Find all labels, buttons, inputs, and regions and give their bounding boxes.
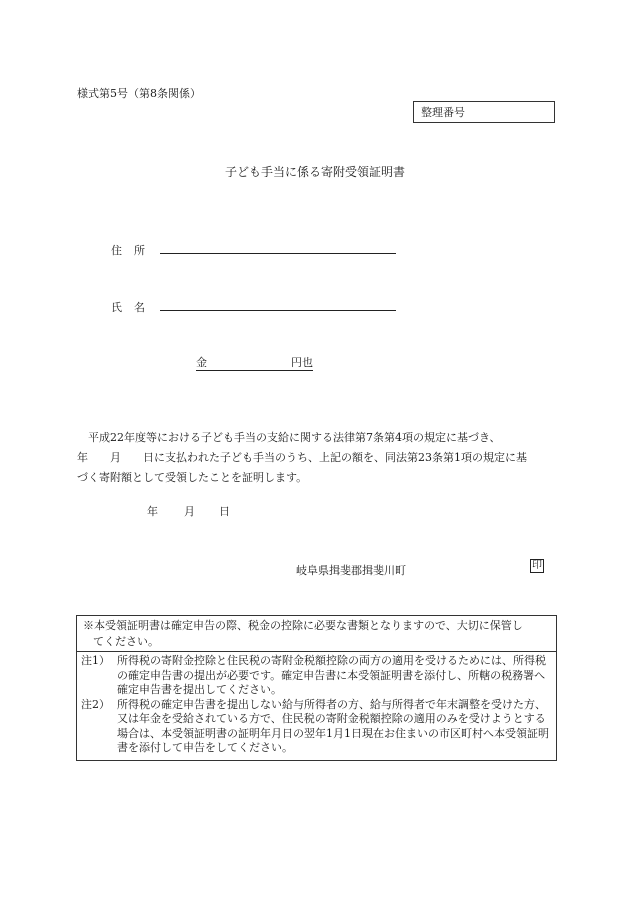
date-month: 月 <box>184 505 195 518</box>
note-tag: 注1） <box>81 654 110 667</box>
note-tag: 注2） <box>81 697 110 711</box>
form-number: 様式第5号（第8条関係） <box>77 87 201 100</box>
note-item <box>77 654 556 698</box>
reference-number-box <box>413 101 555 123</box>
storage-notice-line-2: てください。 <box>93 635 159 648</box>
storage-notice <box>77 616 556 652</box>
note-item <box>77 698 556 756</box>
date-day: 日 <box>219 505 230 518</box>
notes-box <box>76 615 557 761</box>
address-label: 住 所 <box>111 244 145 257</box>
amount-field[interactable] <box>196 354 313 371</box>
reference-number-label: 整理番号 <box>421 106 465 119</box>
amount-prefix: 金 <box>196 356 207 369</box>
document-title: 子ども手当に係る寄附受領証明書 <box>224 165 405 179</box>
body-line-3: づく寄附額として受領したことを証明します。 <box>77 471 308 484</box>
name-label: 氏 名 <box>111 301 145 314</box>
note-text: 所得税の寄附金控除と住民税の寄附金税額控除の両方の適用を受けるためには、所得税の確定申告書の提出が必要です。確定申告書に本受領証明書を添付し、所轄の税務署へ確定申告書を提出してください。 <box>117 654 546 696</box>
issuer-name: 岐阜県揖斐郡揖斐川町 <box>296 564 406 577</box>
certification-text <box>77 428 559 488</box>
storage-notice-line-1: ※本受領証明書は確定申告の際、税金の控除に必要な書類となりますので、大切に保管し <box>83 619 523 632</box>
body-line-1: 平成22年度等における子ども手当の支給に関する法律第7条第4項の規定に基づき、 <box>88 431 501 444</box>
seal-mark: 印 <box>532 560 542 571</box>
amount-suffix: 円也 <box>291 356 313 369</box>
body-line-2: 年 月 日に支払われた子ども手当のうち、上記の額を、同法第23条第1項の規定に基 <box>77 451 527 464</box>
name-field-line[interactable] <box>160 310 396 311</box>
note-text: 所得税の確定申告書を提出しない給与所得者の方、給与所得者で年末調整を受けた方、又は年金を受給されている方で、住民税の寄附金税額控除の適用のみを受けようとする場合は、本受領証明書の証明年月日の翌年1月1日現在お住まいの市区町村へ本受領証明書を添付して申告をしてください。 <box>117 697 549 754</box>
date-year: 年 <box>147 505 158 518</box>
address-field-line[interactable] <box>160 253 396 254</box>
